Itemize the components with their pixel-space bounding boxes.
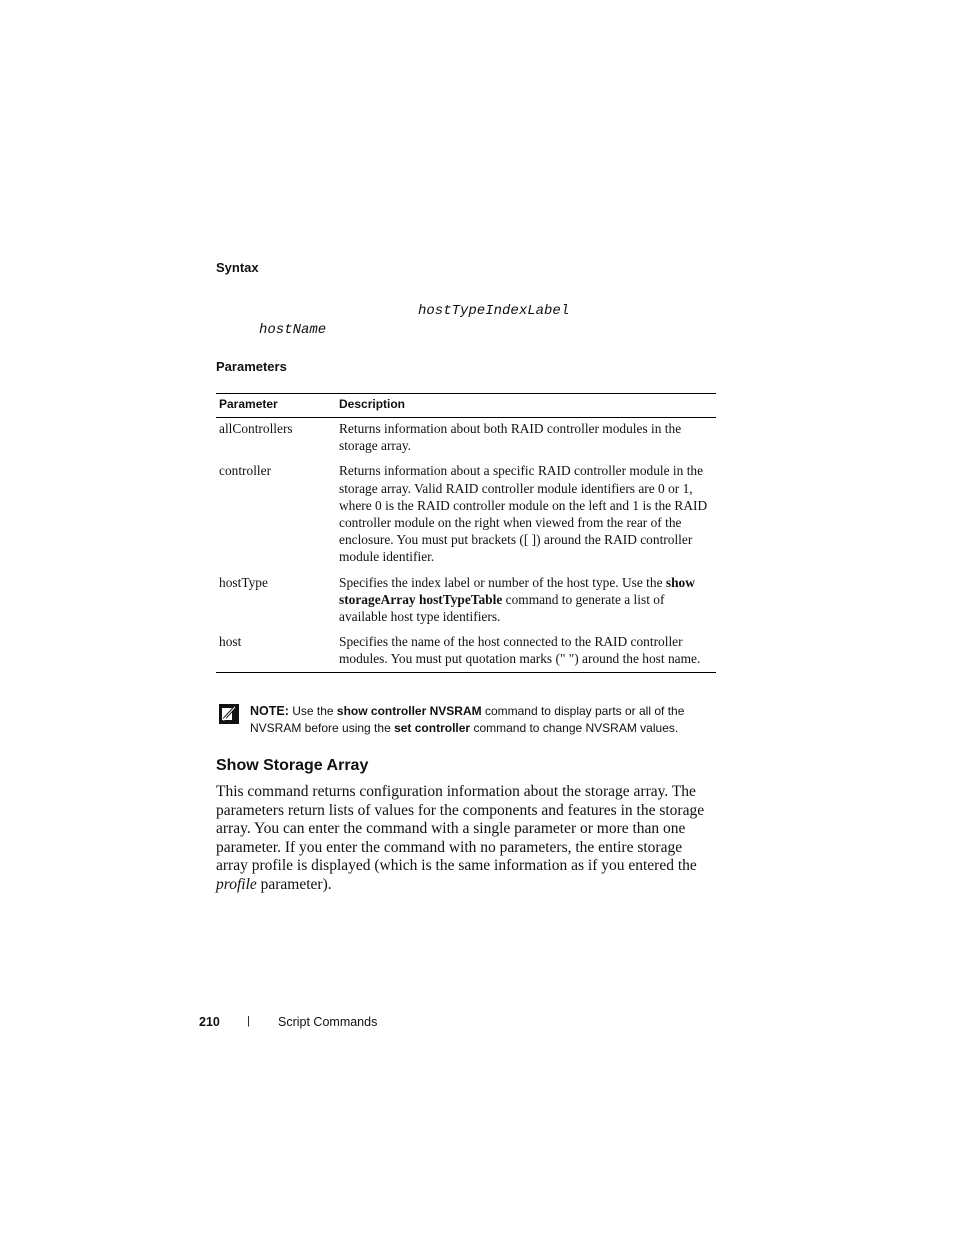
syntax-host-type-index-label: hostTypeIndexLabel	[418, 303, 570, 319]
note-command: set controller	[394, 721, 471, 735]
page-number: 210	[199, 1015, 220, 1029]
syntax-heading: Syntax	[216, 260, 259, 275]
parameters-heading: Parameters	[216, 359, 287, 374]
section-title: Show Storage Array	[216, 757, 369, 774]
table-header-row	[216, 394, 716, 418]
parameters-table	[216, 393, 716, 673]
body-text: parameter).	[256, 875, 332, 893]
footer-title: Script Commands	[278, 1015, 378, 1029]
parameter-description: Specifies the name of the host connected to the RAID controller modules. You must put quotation marks (" ") around the host name.	[336, 631, 716, 672]
column-header-description: Description	[336, 394, 716, 418]
description-text: Specifies the index label or number of the host type. Use the	[339, 574, 666, 590]
syntax-host-name: hostName	[259, 322, 327, 338]
table-row	[216, 572, 716, 632]
note-text: Use the	[288, 704, 337, 718]
parameter-name: host	[216, 631, 336, 672]
note-text: command to change NVSRAM values.	[470, 721, 679, 735]
section-body	[216, 783, 716, 895]
note-pencil-icon	[218, 703, 240, 725]
footer-separator: |	[247, 1015, 250, 1027]
parameter-description	[336, 572, 716, 632]
table-row	[216, 631, 716, 672]
body-text: This command returns configuration information about the storage array. The parameters return lists of values for the components and features in the storage array. You can enter the command with a single parameter or more than one parameter. If you enter the command with no parameters, the entire storage array profile is displayed (which is the same information as if you entered the	[216, 783, 705, 875]
parameter-description: Returns information about a specific RAID controller module in the storage array. Valid RAID controller module identifiers are 0 or 1, where 0 is the RAID controller module on the left and 1 is the RAID controller module on the right when viewed from the rear of the enclosure. You must put brackets ([ ]) around the RAID controller module identifier.	[339, 463, 708, 565]
note-label: NOTE:	[250, 704, 289, 718]
parameter-description: Returns information about both RAID controller modules in the storage array.	[339, 421, 682, 454]
column-header-parameter: Parameter	[216, 394, 336, 418]
command-name: show storageArray hostTypeTable	[339, 574, 695, 607]
note-block	[250, 703, 720, 737]
description-text: command to generate a list of available host type identifiers.	[339, 591, 665, 625]
note-text: command to display parts or all of the NVSRAM before using the	[250, 704, 685, 735]
parameter-name: allControllers	[219, 421, 293, 436]
parameter-name: controller	[219, 463, 272, 479]
parameter-name: hostType	[219, 574, 268, 590]
table-row	[216, 418, 716, 461]
table-row	[216, 460, 716, 571]
note-command: show controller NVSRAM	[336, 704, 482, 718]
body-italic-term: profile	[216, 875, 257, 893]
